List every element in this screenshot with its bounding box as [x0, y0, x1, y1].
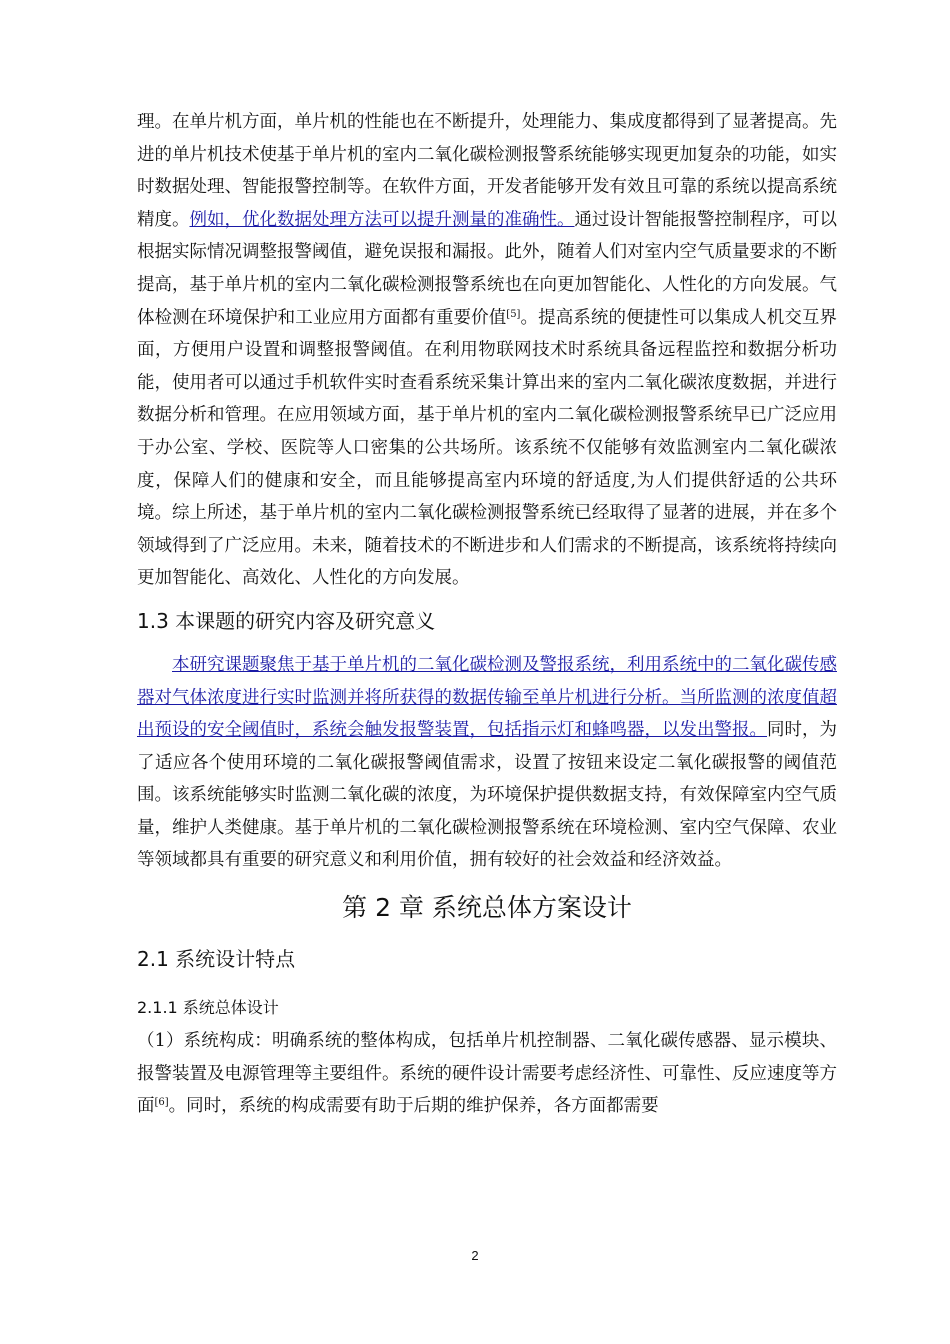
- hyperlink-text[interactable]: 例如，优化数据处理方法可以提升测量的准确性。: [189, 209, 575, 230]
- body-paragraph: [137, 106, 837, 595]
- paragraph-text: （1）系统构成：明确系统的整体构成，包括单片机控制器、二氧化碳传感器、显示模块、报警装置及电源管理等主要组件。系统的硬件设计需要考虑经济性、可靠性、反应速度等方面: [137, 1031, 837, 1117]
- paragraph-text: 理。在单片机方面，单片机的性能也在不断提升，处理能力、集成度都得到了显著提高。先进的单片机技术使基于单片机的室内二氧化碳检测报警系统能够实现更加复杂的功能，如实时数据处理、智能报警控制等。在软件方面，开发者能够开发有效且可靠的系统以提高系统精度。: [137, 112, 837, 230]
- page-number: 2: [471, 1248, 479, 1263]
- hyperlink-text[interactable]: 本研究课题聚焦于基于单片机的二氧化碳检测及警报系统，利用系统中的二氧化碳传感器对气体浓度进行实时监测并将所获得的数据传输至单片机进行分析。当所监测的浓度值超出预设的安全阈值时，系统会触发报警装置，包括指示灯和蜂鸣器，以发出警报。: [137, 654, 837, 741]
- paragraph-text: 。提高系统的便捷性可以集成人机交互界面，方便用户设置和调整报警阈值。在利用物联网技术时系统具备远程监控和数据分析功能，使用者可以通过手机软件实时查看系统采集计算出来的室内二氧化碳浓度数据，并进行数据分析和管理。在应用领域方面，基于单片机的室内二氧化碳检测报警系统早已广泛应用于办公室、学校、医院等人口密集的公共场所。该系统不仅能够有效监测室内二氧化碳浓度，保障人们的健康和安全，而且能够提高室内环境的舒适度,为人们提供舒适的公共环境。综上所述，基于单片机的室内二氧化碳检测报警系统已经取得了显著的进展，并在多个领域得到了广泛应用。未来，随着技术的不断进步和人们需求的不断提高，该系统将持续向更加智能化、高效化、人性化的方向发展。: [137, 307, 838, 589]
- page-content: [137, 106, 837, 1123]
- body-paragraph: [137, 649, 837, 877]
- paragraph-text: 同时，为了适应各个使用环境的二氧化碳报警阈值需求，设置了按钮来设定二氧化碳报警的阈值范围。该系统能够实时监测二氧化碳的浓度，为环境保护提供数据支持，有效保障室内空气质量，维护人类健康。基于单片机的二氧化碳检测报警系统在环境检测、室内空气保障、农业等领域都具有重要的研究意义和利用价值，拥有较好的社会效益和经济效益。: [137, 720, 837, 871]
- section-heading-1-3: 1.3 本课题的研究内容及研究意义: [137, 608, 436, 633]
- body-paragraph: [137, 1025, 837, 1123]
- citation-reference[interactable]: [6]: [154, 1097, 169, 1109]
- citation-reference[interactable]: [5]: [506, 308, 521, 320]
- chapter-title: 第 2 章 系统总体方案设计: [342, 893, 632, 923]
- paragraph-text: 。同时，系统的构成需要有助于后期的维护保养，各方面都需要: [168, 1096, 659, 1117]
- section-heading-2-1: 2.1 系统设计特点: [137, 947, 296, 972]
- subsection-heading-2-1-1: 2.1.1 系统总体设计: [137, 998, 279, 1018]
- paragraph-text: 通过设计智能报警控制程序，可以根据实际情况调整报警阈值，避免误报和漏报。此外，随着人们对室内空气质量要求的不断提高，基于单片机的室内二氧化碳检测报警系统也在向更加智能化、人性化的方向发展。气体检测在环境保护和工业应用方面都有重要价值: [137, 209, 837, 328]
